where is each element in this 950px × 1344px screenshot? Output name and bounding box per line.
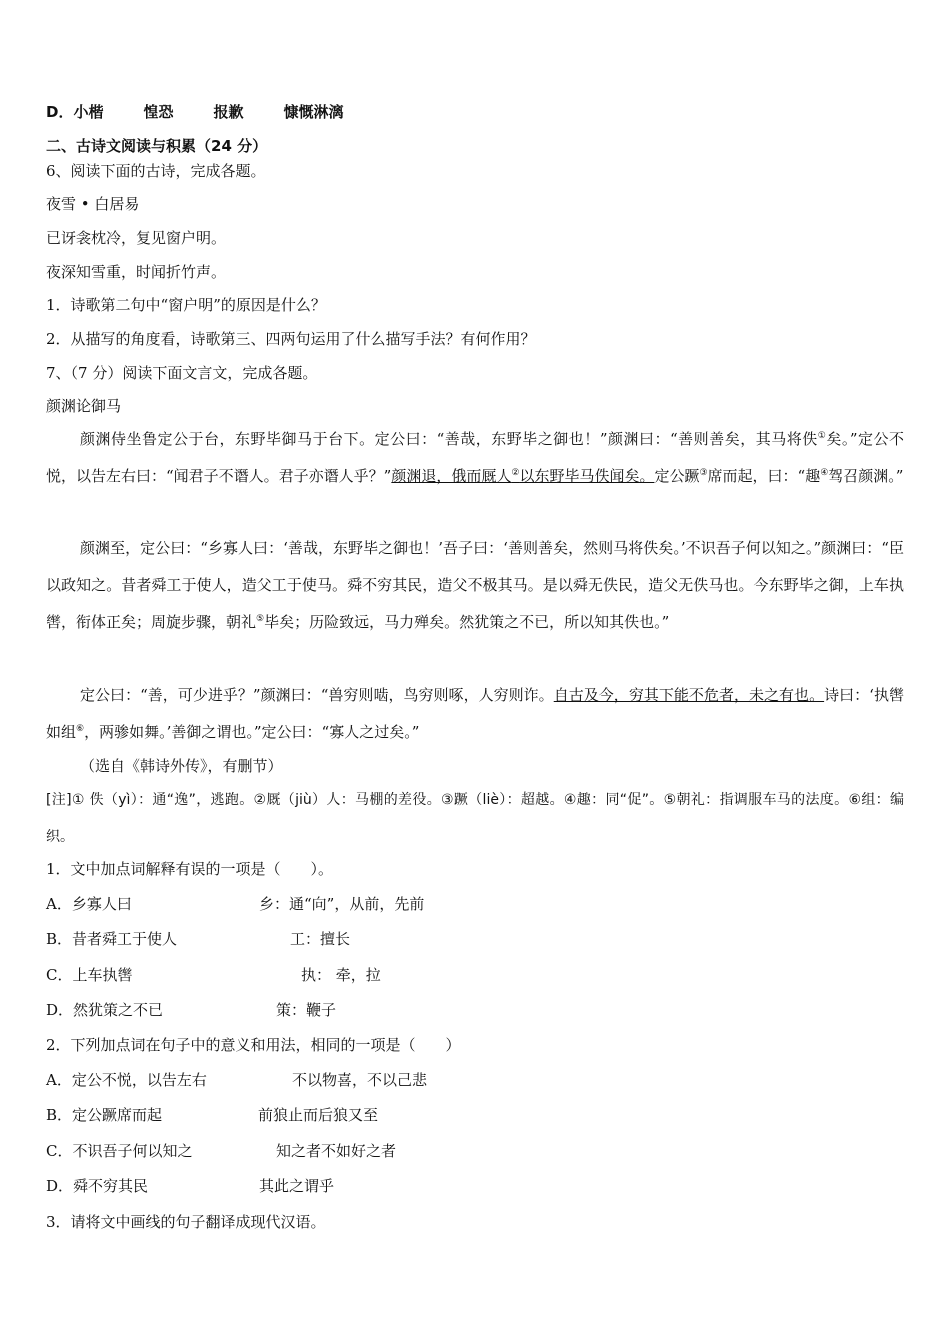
text: 颜渊侍坐鲁定公于台，东野毕御马于台下。定公曰：“善哉，东野毕之御也！”颜渊曰：“善则善矣，其马将佚 [80, 430, 818, 448]
footnote-mark: ③ [699, 468, 708, 478]
word: 小楷 [73, 103, 104, 121]
footnote-mark: ④ [820, 468, 829, 478]
text: 驾召颜渊。” [828, 467, 904, 485]
option-compare: 其此之谓乎 [259, 1177, 335, 1195]
word: 报歉 [213, 103, 244, 121]
footnote-mark: ① [817, 431, 827, 441]
underlined-sentence-1 [391, 467, 654, 485]
source-citation: （选自《韩诗外传》，有删节） [80, 757, 283, 775]
option-compare: 前狼止而后狼又至 [258, 1106, 379, 1124]
option-label: B．昔者舜工于使人 [46, 930, 178, 948]
option-label: C．不识吾子何以知之 [46, 1142, 193, 1160]
q6-prompt: 6、阅读下面的古诗，完成各题。 [46, 162, 266, 180]
poem-line: 已讶衾枕冷，复见窗户明。 [46, 229, 227, 247]
passage-paragraph-3 [46, 677, 904, 751]
footnote-mark: ⑥ [76, 724, 85, 734]
option-label: D．舜不穷其民 [46, 1177, 149, 1195]
option-label: B．定公蹶席而起 [46, 1106, 163, 1124]
option-compare: 知之者不如好之者 [276, 1142, 397, 1160]
text: 席而起，曰：“趣 [707, 467, 821, 485]
word: 慷慨淋漓 [283, 103, 344, 121]
q7-sub1-prompt: 1．文中加点词解释有误的一项是（ ）。 [46, 860, 334, 878]
option-gloss: 策：鞭子 [276, 1001, 337, 1019]
footnote-mark: ② [511, 468, 520, 478]
word: 惶恐 [143, 103, 174, 121]
footnotes: [注]① 佚（yì）：通“逸”，逃跑。②厩（jiù）人：马棚的差役。③蹶（liè）：超越。④趣：同“促”。⑤朝礼：指调服车马的法度。⑥组：编织。 [46, 792, 904, 845]
passage-paragraph-1 [46, 421, 904, 495]
section-title: 二、古诗文阅读与积累（24 分） [46, 137, 268, 155]
text: 毕矣；历险致远，马力殚矣。然犹策之不已，所以知其佚也。” [264, 613, 670, 631]
option-label: A．乡寡人曰 [46, 895, 132, 913]
option-d-line [46, 102, 344, 122]
option-label: D．然犹策之不已 [46, 1001, 164, 1019]
q6-question-1: 1．诗歌第二句中“窗户明”的原因是什么？ [46, 296, 326, 314]
option-label: C．上车执辔 [46, 966, 133, 984]
text: 以东野毕马佚闻矣。 [519, 467, 655, 485]
text: 定公曰：“善，可少进乎？”颜渊曰：“兽穷则啮，鸟穷则啄，人穷则诈。 [80, 686, 554, 704]
text: 颜渊退，俄而厩人 [391, 467, 512, 485]
underlined-sentence-2: 自古及今，穷其下能不危者，未之有也。 [553, 686, 825, 704]
option-gloss: 执： 牵，拉 [301, 966, 381, 984]
text: 颜渊至，定公曰：“乡寡人曰：‘善哉，东野毕之御也！’吾子曰：‘善则善矣，然则马将佚矣。’不识吾子何以知之。”颜渊曰：“臣以政知之。昔者舜工于使人，造父工于使马。舜不穷其民，造父不极其马。是以舜无佚民，造父无佚马也。今东野毕之御，上车执辔，衔体正矣；周旋步骤，朝礼 [46, 539, 904, 631]
poem-line: 夜深知雪重，时闻折竹声。 [46, 263, 227, 281]
option-gloss: 乡：通“向”，从前，先前 [259, 895, 425, 913]
option-gloss: 工：擅长 [290, 930, 351, 948]
q7-sub3-prompt: 3．请将文中画线的句子翻译成现代汉语。 [46, 1213, 326, 1231]
passage-paragraph-2 [46, 530, 904, 641]
passage-title: 颜渊论御马 [46, 397, 122, 415]
option-label: A．定公不悦，以告左右 [46, 1071, 207, 1089]
q6-question-2: 2．从描写的角度看，诗歌第三、四两句运用了什么描写手法？有何作用？ [46, 330, 536, 348]
option-compare: 不以物喜，不以己悲 [292, 1071, 428, 1089]
q7-sub2-prompt: 2．下列加点词在句子中的意义和用法，相同的一项是（ ） [46, 1036, 461, 1054]
text: ，两骖如舞。’善御之谓也。”定公曰：“寡人之过矣。” [84, 723, 420, 741]
text: 定公蹶 [654, 467, 700, 485]
text: 诗曰：‘执辔如组 [46, 686, 904, 741]
footnote-mark: ⑤ [256, 614, 265, 624]
text: 矣。”定公不悦，以告左右曰：“闻君子不谮人。君子亦谮人乎？” [46, 430, 905, 485]
option-label: D． [46, 103, 74, 121]
q7-prompt: 7、（7 分）阅读下面文言文，完成各题。 [46, 364, 318, 382]
poem-title: 夜雪 • 白居易 [46, 195, 140, 213]
